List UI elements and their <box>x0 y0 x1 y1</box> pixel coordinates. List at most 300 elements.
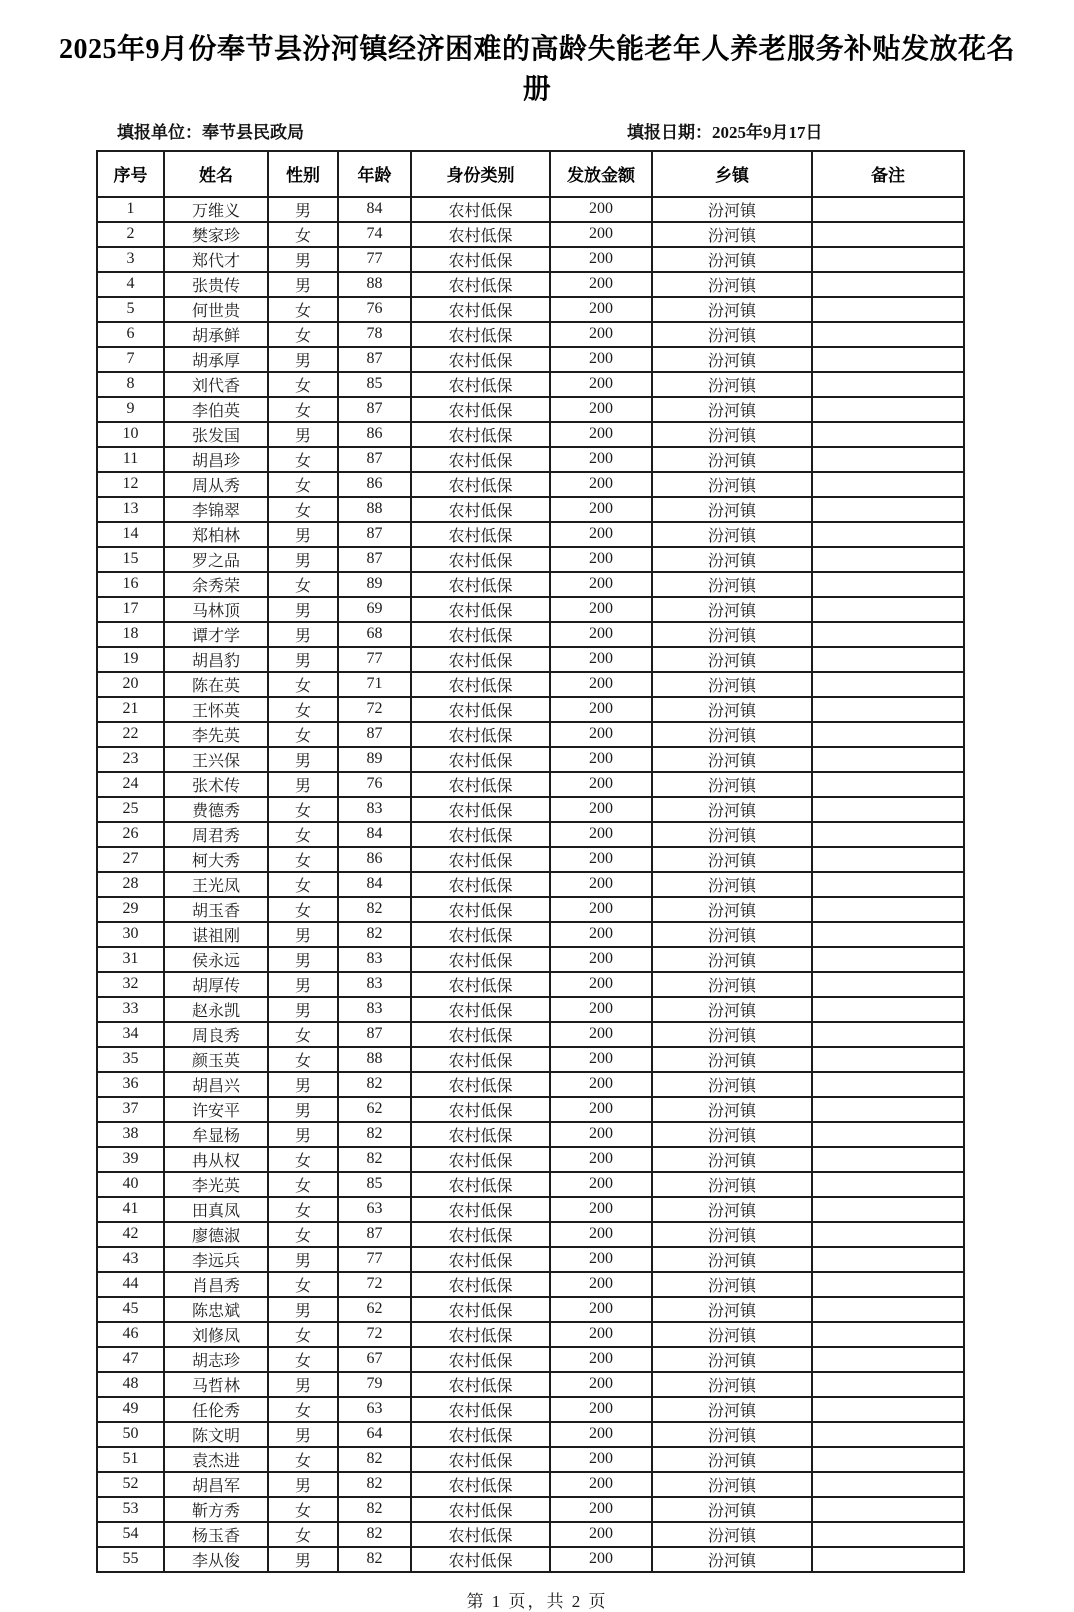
table-cell-town: 汾河镇 <box>652 447 812 472</box>
table-cell-gender: 女 <box>268 372 338 397</box>
table-cell-identity-type: 农村低保 <box>411 1047 550 1072</box>
table-cell-gender: 男 <box>268 1547 338 1572</box>
table-row <box>97 1447 964 1472</box>
table-cell-gender: 女 <box>268 397 338 422</box>
table-cell-gender: 男 <box>268 1097 338 1122</box>
table-cell-amount: 200 <box>550 647 652 672</box>
table-cell-remark <box>812 1322 964 1347</box>
table-cell-gender: 男 <box>268 547 338 572</box>
table-cell-name: 李从俊 <box>164 1547 268 1572</box>
table-row <box>97 522 964 547</box>
table-cell-remark <box>812 672 964 697</box>
table-cell-amount: 200 <box>550 1547 652 1572</box>
table-cell-index: 2 <box>97 222 164 247</box>
table-cell-identity-type: 农村低保 <box>411 722 550 747</box>
table-cell-identity-type: 农村低保 <box>411 572 550 597</box>
table-row <box>97 647 964 672</box>
table-cell-name: 陈忠斌 <box>164 1297 268 1322</box>
table-cell-age: 86 <box>338 472 411 497</box>
table-cell-amount: 200 <box>550 822 652 847</box>
table-cell-amount: 200 <box>550 1247 652 1272</box>
table-cell-town: 汾河镇 <box>652 647 812 672</box>
table-cell-remark <box>812 322 964 347</box>
table-cell-town: 汾河镇 <box>652 397 812 422</box>
table-cell-identity-type: 农村低保 <box>411 1072 550 1097</box>
table-cell-town: 汾河镇 <box>652 1447 812 1472</box>
table-cell-age: 71 <box>338 672 411 697</box>
table-cell-identity-type: 农村低保 <box>411 397 550 422</box>
table-cell-remark <box>812 722 964 747</box>
table-cell-remark <box>812 397 964 422</box>
table-cell-name: 冉从权 <box>164 1147 268 1172</box>
table-cell-index: 25 <box>97 797 164 822</box>
table-cell-remark <box>812 1247 964 1272</box>
table-cell-remark <box>812 347 964 372</box>
table-cell-name: 余秀荣 <box>164 572 268 597</box>
table-row <box>97 422 964 447</box>
table-cell-town: 汾河镇 <box>652 1272 812 1297</box>
table-cell-town: 汾河镇 <box>652 422 812 447</box>
table-cell-index: 29 <box>97 897 164 922</box>
page-title: 2025年9月份奉节县汾河镇经济困难的高龄失能老年人养老服务补贴发放花名册 <box>58 34 1015 105</box>
table-row <box>97 272 964 297</box>
table-cell-index: 55 <box>97 1547 164 1572</box>
table-cell-name: 马林顶 <box>164 597 268 622</box>
table-cell-amount: 200 <box>550 1272 652 1297</box>
table-cell-remark <box>812 747 964 772</box>
table-cell-gender: 女 <box>268 297 338 322</box>
table-cell-gender: 女 <box>268 797 338 822</box>
table-cell-amount: 200 <box>550 922 652 947</box>
table-cell-gender: 女 <box>268 722 338 747</box>
table-cell-identity-type: 农村低保 <box>411 672 550 697</box>
table-cell-amount: 200 <box>550 347 652 372</box>
table-cell-index: 20 <box>97 672 164 697</box>
table-cell-gender: 女 <box>268 472 338 497</box>
table-cell-age: 79 <box>338 1372 411 1397</box>
table-cell-identity-type: 农村低保 <box>411 1347 550 1372</box>
table-cell-amount: 200 <box>550 1372 652 1397</box>
table-cell-name: 王光凤 <box>164 872 268 897</box>
table-row <box>97 1222 964 1247</box>
table-cell-age: 74 <box>338 222 411 247</box>
table-cell-amount: 200 <box>550 947 652 972</box>
table-cell-gender: 男 <box>268 747 338 772</box>
table-cell-remark <box>812 1222 964 1247</box>
table-cell-index: 34 <box>97 1022 164 1047</box>
table-row <box>97 1247 964 1272</box>
table-cell-name: 杨玉香 <box>164 1522 268 1547</box>
table-cell-amount: 200 <box>550 1297 652 1322</box>
table-cell-age: 72 <box>338 1322 411 1347</box>
table-cell-amount: 200 <box>550 1197 652 1222</box>
table-cell-name: 胡昌军 <box>164 1472 268 1497</box>
table-cell-index: 31 <box>97 947 164 972</box>
table-cell-remark <box>812 547 964 572</box>
table-cell-town: 汾河镇 <box>652 1322 812 1347</box>
table-row <box>97 322 964 347</box>
table-cell-town: 汾河镇 <box>652 722 812 747</box>
table-cell-gender: 男 <box>268 972 338 997</box>
table-cell-index: 53 <box>97 1497 164 1522</box>
table-cell-index: 4 <box>97 272 164 297</box>
table-cell-town: 汾河镇 <box>652 222 812 247</box>
table-cell-identity-type: 农村低保 <box>411 1447 550 1472</box>
table-row <box>97 772 964 797</box>
table-cell-town: 汾河镇 <box>652 922 812 947</box>
table-cell-amount: 200 <box>550 972 652 997</box>
table-cell-age: 83 <box>338 797 411 822</box>
table-cell-remark <box>812 272 964 297</box>
table-cell-remark <box>812 1172 964 1197</box>
table-row <box>97 822 964 847</box>
table-cell-remark <box>812 1347 964 1372</box>
table-cell-identity-type: 农村低保 <box>411 1422 550 1447</box>
table-row <box>97 1347 964 1372</box>
table-cell-index: 24 <box>97 772 164 797</box>
table-cell-name: 胡承厚 <box>164 347 268 372</box>
table-row <box>97 847 964 872</box>
table-cell-index: 48 <box>97 1372 164 1397</box>
table-row <box>97 672 964 697</box>
table-cell-age: 87 <box>338 547 411 572</box>
table-cell-name: 胡昌珍 <box>164 447 268 472</box>
table-cell-town: 汾河镇 <box>652 1047 812 1072</box>
table-cell-town: 汾河镇 <box>652 1497 812 1522</box>
table-cell-index: 41 <box>97 1197 164 1222</box>
table-cell-name: 侯永远 <box>164 947 268 972</box>
table-cell-index: 3 <box>97 247 164 272</box>
table-cell-remark <box>812 822 964 847</box>
table-cell-name: 颜玉英 <box>164 1047 268 1072</box>
table-cell-gender: 女 <box>268 822 338 847</box>
table-cell-amount: 200 <box>550 797 652 822</box>
table-cell-age: 83 <box>338 997 411 1022</box>
table-cell-amount: 200 <box>550 1022 652 1047</box>
table-cell-identity-type: 农村低保 <box>411 1372 550 1397</box>
table-row <box>97 372 964 397</box>
table-cell-age: 78 <box>338 322 411 347</box>
table-cell-town: 汾河镇 <box>652 1522 812 1547</box>
table-cell-age: 72 <box>338 1272 411 1297</box>
table-cell-identity-type: 农村低保 <box>411 472 550 497</box>
table-cell-remark <box>812 422 964 447</box>
table-cell-gender: 女 <box>268 1272 338 1297</box>
table-cell-identity-type: 农村低保 <box>411 297 550 322</box>
table-cell-town: 汾河镇 <box>652 197 812 222</box>
table-cell-identity-type: 农村低保 <box>411 872 550 897</box>
table-cell-name: 胡玉香 <box>164 897 268 922</box>
table-cell-name: 胡昌豹 <box>164 647 268 672</box>
table-cell-age: 63 <box>338 1197 411 1222</box>
table-cell-remark <box>812 1147 964 1172</box>
table-row <box>97 972 964 997</box>
table-cell-town: 汾河镇 <box>652 347 812 372</box>
table-cell-gender: 女 <box>268 1397 338 1422</box>
table-cell-remark <box>812 572 964 597</box>
table-cell-remark <box>812 897 964 922</box>
table-cell-age: 82 <box>338 1472 411 1497</box>
table-cell-town: 汾河镇 <box>652 522 812 547</box>
table-cell-age: 67 <box>338 1347 411 1372</box>
table-cell-identity-type: 农村低保 <box>411 972 550 997</box>
table-cell-age: 63 <box>338 1397 411 1422</box>
table-row <box>97 1322 964 1347</box>
table-cell-age: 87 <box>338 1022 411 1047</box>
table-cell-name: 李光英 <box>164 1172 268 1197</box>
table-cell-name: 费德秀 <box>164 797 268 822</box>
table-cell-remark <box>812 1497 964 1522</box>
table-cell-age: 76 <box>338 772 411 797</box>
table-row <box>97 197 964 222</box>
table-row <box>97 547 964 572</box>
table-header-row <box>97 151 964 197</box>
table-cell-identity-type: 农村低保 <box>411 447 550 472</box>
table-cell-age: 82 <box>338 1122 411 1147</box>
meta-row <box>0 116 1074 142</box>
table-row <box>97 497 964 522</box>
table-cell-identity-type: 农村低保 <box>411 372 550 397</box>
table-cell-amount: 200 <box>550 597 652 622</box>
table-cell-index: 15 <box>97 547 164 572</box>
table-cell-index: 38 <box>97 1122 164 1147</box>
table-cell-age: 87 <box>338 447 411 472</box>
table-cell-age: 84 <box>338 197 411 222</box>
table-cell-gender: 女 <box>268 1497 338 1522</box>
table-row <box>97 622 964 647</box>
table-cell-age: 68 <box>338 622 411 647</box>
table-cell-amount: 200 <box>550 297 652 322</box>
table-cell-remark <box>812 597 964 622</box>
table-cell-town: 汾河镇 <box>652 1472 812 1497</box>
table-cell-age: 87 <box>338 1222 411 1247</box>
table-cell-amount: 200 <box>550 1397 652 1422</box>
table-cell-age: 83 <box>338 947 411 972</box>
table-cell-amount: 200 <box>550 897 652 922</box>
table-cell-town: 汾河镇 <box>652 897 812 922</box>
table-cell-name: 刘代香 <box>164 372 268 397</box>
table-cell-age: 82 <box>338 1147 411 1172</box>
table-cell-amount: 200 <box>550 322 652 347</box>
table-cell-remark <box>812 1447 964 1472</box>
table-cell-identity-type: 农村低保 <box>411 197 550 222</box>
table-cell-town: 汾河镇 <box>652 1072 812 1097</box>
table-cell-identity-type: 农村低保 <box>411 1247 550 1272</box>
table-cell-name: 许安平 <box>164 1097 268 1122</box>
table-cell-remark <box>812 1422 964 1447</box>
table-cell-gender: 女 <box>268 1447 338 1472</box>
table-cell-identity-type: 农村低保 <box>411 222 550 247</box>
table-cell-amount: 200 <box>550 1522 652 1547</box>
table-cell-index: 30 <box>97 922 164 947</box>
table-row <box>97 697 964 722</box>
table-cell-amount: 200 <box>550 1472 652 1497</box>
table-cell-town: 汾河镇 <box>652 947 812 972</box>
table-cell-age: 82 <box>338 1547 411 1572</box>
table-cell-name: 田真凤 <box>164 1197 268 1222</box>
table-cell-town: 汾河镇 <box>652 1547 812 1572</box>
table-cell-remark <box>812 1272 964 1297</box>
table-cell-town: 汾河镇 <box>652 872 812 897</box>
table-row <box>97 297 964 322</box>
table-cell-identity-type: 农村低保 <box>411 1297 550 1322</box>
table-cell-amount: 200 <box>550 422 652 447</box>
table-cell-gender: 女 <box>268 1522 338 1547</box>
table-cell-gender: 男 <box>268 1372 338 1397</box>
table-cell-amount: 200 <box>550 522 652 547</box>
table-row <box>97 1122 964 1147</box>
column-header-identity-type: 身份类别 <box>411 151 550 197</box>
table-cell-index: 10 <box>97 422 164 447</box>
table-cell-gender: 女 <box>268 1347 338 1372</box>
table-cell-remark <box>812 372 964 397</box>
table-cell-age: 64 <box>338 1422 411 1447</box>
table-cell-index: 40 <box>97 1172 164 1197</box>
table-cell-town: 汾河镇 <box>652 997 812 1022</box>
table-cell-gender: 男 <box>268 422 338 447</box>
table-cell-remark <box>812 522 964 547</box>
table-cell-index: 42 <box>97 1222 164 1247</box>
table-cell-remark <box>812 447 964 472</box>
table-cell-name: 胡承鲜 <box>164 322 268 347</box>
table-cell-gender: 男 <box>268 1247 338 1272</box>
table-cell-identity-type: 农村低保 <box>411 1497 550 1522</box>
table-cell-remark <box>812 1297 964 1322</box>
table-cell-amount: 200 <box>550 622 652 647</box>
table-cell-amount: 200 <box>550 1497 652 1522</box>
table-cell-identity-type: 农村低保 <box>411 422 550 447</box>
table-cell-age: 87 <box>338 722 411 747</box>
reporting-unit-label: 填报单位：奉节县民政局 <box>117 122 304 142</box>
table-row <box>97 1197 964 1222</box>
table-cell-town: 汾河镇 <box>652 1422 812 1447</box>
table-cell-town: 汾河镇 <box>652 1372 812 1397</box>
table-cell-identity-type: 农村低保 <box>411 1547 550 1572</box>
table-row <box>97 1047 964 1072</box>
table-cell-index: 7 <box>97 347 164 372</box>
table-cell-gender: 男 <box>268 772 338 797</box>
table-cell-name: 赵永凯 <box>164 997 268 1022</box>
table-cell-amount: 200 <box>550 997 652 1022</box>
table-cell-remark <box>812 872 964 897</box>
table-cell-index: 32 <box>97 972 164 997</box>
table-cell-town: 汾河镇 <box>652 547 812 572</box>
column-header-town: 乡镇 <box>652 151 812 197</box>
table-row <box>97 597 964 622</box>
table-cell-remark <box>812 972 964 997</box>
table-row <box>97 247 964 272</box>
table-cell-age: 76 <box>338 297 411 322</box>
table-cell-index: 21 <box>97 697 164 722</box>
table-cell-name: 万维义 <box>164 197 268 222</box>
table-cell-index: 22 <box>97 722 164 747</box>
table-cell-amount: 200 <box>550 1347 652 1372</box>
table-cell-identity-type: 农村低保 <box>411 247 550 272</box>
table-cell-identity-type: 农村低保 <box>411 597 550 622</box>
table-cell-age: 88 <box>338 497 411 522</box>
table-cell-remark <box>812 1547 964 1572</box>
table-cell-identity-type: 农村低保 <box>411 1472 550 1497</box>
table-cell-town: 汾河镇 <box>652 822 812 847</box>
table-cell-identity-type: 农村低保 <box>411 1097 550 1122</box>
table-cell-index: 28 <box>97 872 164 897</box>
table-cell-gender: 男 <box>268 1422 338 1447</box>
table-row <box>97 922 964 947</box>
table-cell-amount: 200 <box>550 372 652 397</box>
table-cell-name: 任伦秀 <box>164 1397 268 1422</box>
table-cell-age: 82 <box>338 1447 411 1472</box>
table-cell-town: 汾河镇 <box>652 772 812 797</box>
table-cell-name: 谌祖刚 <box>164 922 268 947</box>
table-cell-identity-type: 农村低保 <box>411 1172 550 1197</box>
table-cell-amount: 200 <box>550 672 652 697</box>
table-cell-identity-type: 农村低保 <box>411 922 550 947</box>
table-cell-index: 5 <box>97 297 164 322</box>
table-cell-age: 82 <box>338 1072 411 1097</box>
table-row <box>97 997 964 1022</box>
table-cell-remark <box>812 247 964 272</box>
table-cell-index: 51 <box>97 1447 164 1472</box>
table-cell-identity-type: 农村低保 <box>411 697 550 722</box>
table-cell-name: 陈在英 <box>164 672 268 697</box>
table-cell-town: 汾河镇 <box>652 1147 812 1172</box>
table-cell-index: 13 <box>97 497 164 522</box>
table-cell-age: 82 <box>338 1522 411 1547</box>
table-cell-name: 刘修凤 <box>164 1322 268 1347</box>
table-cell-index: 39 <box>97 1147 164 1172</box>
table-cell-remark <box>812 297 964 322</box>
table-row <box>97 472 964 497</box>
table-cell-index: 26 <box>97 822 164 847</box>
table-cell-name: 樊家珍 <box>164 222 268 247</box>
table-cell-gender: 男 <box>268 197 338 222</box>
table-cell-age: 89 <box>338 747 411 772</box>
table-cell-gender: 男 <box>268 947 338 972</box>
table-cell-town: 汾河镇 <box>652 622 812 647</box>
table-cell-amount: 200 <box>550 1122 652 1147</box>
table-cell-index: 19 <box>97 647 164 672</box>
table-cell-age: 89 <box>338 572 411 597</box>
table-cell-gender: 女 <box>268 1147 338 1172</box>
table-cell-gender: 女 <box>268 322 338 347</box>
table-cell-age: 85 <box>338 1172 411 1197</box>
table-cell-gender: 女 <box>268 1222 338 1247</box>
table-cell-amount: 200 <box>550 872 652 897</box>
table-cell-remark <box>812 997 964 1022</box>
table-cell-age: 77 <box>338 647 411 672</box>
table-row <box>97 1472 964 1497</box>
table-cell-amount: 200 <box>550 1047 652 1072</box>
table-cell-age: 77 <box>338 1247 411 1272</box>
table-cell-gender: 女 <box>268 497 338 522</box>
table-cell-amount: 200 <box>550 472 652 497</box>
table-cell-age: 84 <box>338 822 411 847</box>
table-cell-index: 44 <box>97 1272 164 1297</box>
table-cell-town: 汾河镇 <box>652 372 812 397</box>
table-row <box>97 722 964 747</box>
table-cell-identity-type: 农村低保 <box>411 547 550 572</box>
table-cell-index: 54 <box>97 1522 164 1547</box>
table-cell-town: 汾河镇 <box>652 1297 812 1322</box>
table-cell-name: 李伯英 <box>164 397 268 422</box>
table-cell-age: 62 <box>338 1097 411 1122</box>
table-cell-index: 12 <box>97 472 164 497</box>
table-cell-index: 23 <box>97 747 164 772</box>
table-cell-amount: 200 <box>550 1222 652 1247</box>
table-cell-index: 8 <box>97 372 164 397</box>
page-number-footer: 第 1 页，共 2 页 <box>466 1591 608 1611</box>
table-cell-age: 82 <box>338 897 411 922</box>
